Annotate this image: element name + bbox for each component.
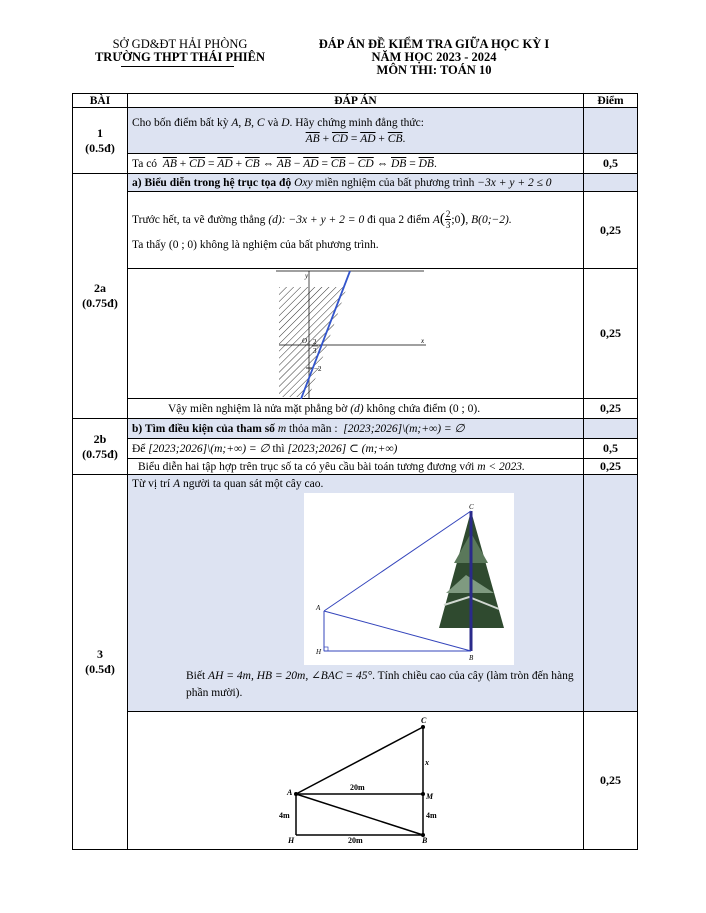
q3-score: 0,25 [584, 712, 638, 850]
pic-label-c: C [469, 503, 474, 511]
q2a-title-row [73, 174, 638, 192]
fig-label-b: B [422, 836, 428, 845]
q1-prompt: Cho bốn điểm bất kỳ A, B, C và D. Hãy chứng minh đẳng thức: $\overline{AB} + \overline{CD} = \overline{AD} + \overline{CB}$. [128, 108, 584, 154]
fig-label-hb: 20m [348, 836, 363, 845]
q3-given: Biết AH = 4m, HB = 20m, ∠BAC = 45°. Tính chiều cao của cây (làm tròn đến hàng phần mười). [186, 670, 574, 699]
q2b-result: Biểu diễn hai tập hợp trên trục số ta có yêu cầu bài toán tương đương với m < 2023. [128, 459, 584, 475]
q1-answer: Ta có $\overline{AB} + \overline{CD} = \overline{AD} + \overline{CB}$ ⇔ $\overline{AB} - \overline{AD} = \overline{CB} - \overline{CD}$ ⇔ $\overline{DB} = \overline{DB}$. [128, 154, 584, 174]
tick-label-neg-2: −2 [314, 365, 322, 373]
q1-empty-score [584, 108, 638, 154]
q2b-step-row [73, 439, 638, 459]
q2b-result-row [73, 459, 638, 475]
q2b-title-score-cell [584, 419, 638, 439]
school-name: TRƯỜNG THPT THÁI PHIÊN [94, 50, 266, 64]
q2a-graph-row [73, 269, 638, 399]
q2a-conclusion-row [73, 399, 638, 419]
origin-label: O [302, 337, 308, 345]
point-m [421, 792, 425, 796]
pic-label-a: A [316, 604, 321, 612]
col-header-bai: BÀI [73, 94, 128, 108]
q2a-steps-row [73, 192, 638, 269]
header-underline [121, 66, 234, 67]
tree-picture [304, 493, 514, 665]
q2b-score-2: 0,25 [584, 459, 638, 475]
q1-prompt-row [73, 108, 638, 154]
q2a-conclusion: Vậy miền nghiệm là nửa mặt phẳng bờ (d) không chứa điểm (0 ; 0). [128, 399, 584, 419]
inequality-graph [276, 269, 436, 399]
tick-label-num: 2 [313, 338, 317, 346]
fig-label-h: H [288, 836, 295, 845]
q3-figure-row [73, 712, 638, 850]
q2a-steps: Trước hết, ta vẽ đường thẳng (d): −3x + y + 2 = 0 đi qua 2 điểm A( $\frac{2}{3}$ ;0), B(0;−2). Ta thấy (0 ; 0) không là nghiệm của bất phương trình. [128, 192, 584, 269]
subject-name: MÔN THI: TOÁN 10 [376, 63, 492, 77]
fig-label-a: A [287, 788, 293, 797]
fig-label-mb: 4m [426, 811, 437, 820]
point-a [294, 792, 298, 796]
fig-label-am: 20m [350, 783, 365, 792]
y-label: y [305, 272, 309, 280]
triangle-figure [278, 715, 448, 845]
table-header-row [73, 94, 638, 108]
q2a-score-3: 0,25 [584, 399, 638, 419]
col-header-diem: Điểm [584, 94, 638, 108]
q3-label: 3 (0.5đ) [73, 475, 128, 850]
answer-table [72, 93, 638, 850]
q1-label: 1 (0.5đ) [73, 108, 128, 174]
point-c [421, 725, 425, 729]
fig-label-c: C [421, 716, 427, 725]
q2b-step: Để [2023;2026]\(m;+∞) = ∅ thì [2023;2026] ⊂ (m;+∞) [128, 439, 584, 459]
q2b-title: b) Tìm điều kiện của tham số m thỏa mãn : [2023;2026]\(m;+∞) = ∅ [128, 419, 584, 439]
pic-label-h: H [316, 648, 322, 656]
q3-figure-cell [128, 712, 584, 850]
q1-score: 0,5 [584, 154, 638, 174]
fig-label-x: x [425, 758, 429, 767]
q2a-title: a) Biểu diễn trong hệ trục tọa độ Oxy miền nghiệm của bất phương trình −3x + y + 2 ≤ 0 [128, 174, 584, 192]
q1-answer-row [73, 154, 638, 174]
tick-label-den: 3 [313, 347, 317, 355]
school-year: NĂM HỌC 2023 - 2024 [371, 50, 497, 64]
q1-identity: $\overline{AB} + \overline{CD} = \overline{AD} + \overline{CB}$. [305, 132, 406, 145]
col-header-dapan: ĐÁP ÁN [128, 94, 584, 108]
segment-ab [296, 794, 423, 835]
department-name: SỞ GD&ĐT HẢI PHÒNG [112, 37, 248, 51]
fig-label-ah: 4m [279, 811, 290, 820]
q2b-title-row [73, 419, 638, 439]
q2b-label: 2b (0.75đ) [73, 419, 128, 475]
fig-label-m: M [426, 792, 434, 801]
q2b-score-1: 0,5 [584, 439, 638, 459]
pic-label-b: B [469, 654, 474, 662]
q2a-label: 2a (0.75đ) [73, 174, 128, 419]
q3-prompt-row [73, 475, 638, 712]
exam-title: ĐÁP ÁN ĐỀ KIỂM TRA GIỮA HỌC KỲ I [318, 37, 550, 51]
q2a-score-2: 0,25 [584, 269, 638, 399]
q2a-title-score-cell [584, 174, 638, 192]
q2a-graph-cell [128, 269, 584, 399]
q2a-score-1: 0,25 [584, 192, 638, 269]
q3-prompt: Từ vị trí A người ta quan sát một cây cao. C A H B Biết AH = 4m, HB = 20m, ∠BAC = 45°. Tính chiều cao của cây (làm tròn đến hàng phần mười). [128, 475, 584, 712]
x-label: x [421, 337, 425, 345]
